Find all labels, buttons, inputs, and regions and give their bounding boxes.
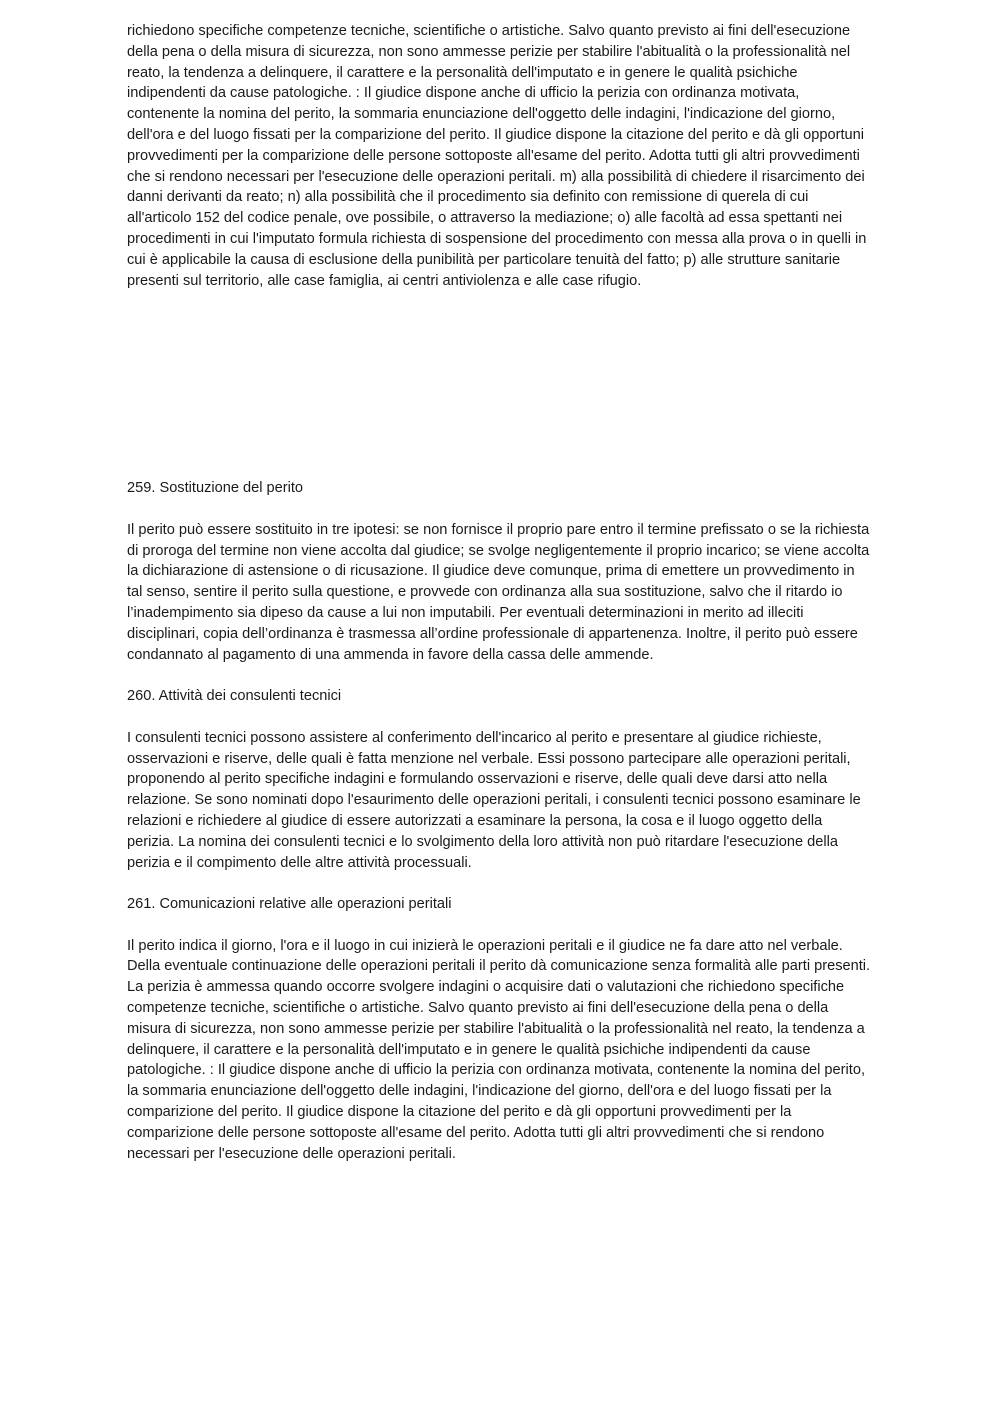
- section-heading-259: 259. Sostituzione del perito: [127, 480, 304, 497]
- section-body-259: Il perito può essere sostituito in tre ipotesi: se non fornisce il proprio pare entro il termine prefissato o se la richiesta di proroga del termine non viene accolta dal giudice; se svolge negligentemente il proprio incarico; se viene accolta la dichiarazione di astensione o di ricusazione. Il giudice deve comunque, prima di emettere un provvedimento in tal senso, sentire il perito sulla questione, e provvede con ordinanza alla sua sostituzione, salvo che il ritardo io l’inadempimento sia dipeso da cause a lui non imputabili. Per eventuali determinazioni in merito ad illeciti disciplinari, copia dell’ordinanza è trasmessa all’ordine professionale di appartenenza. Inoltre, il perito può essere condannato al pagamento di una ammenda in favore della cassa delle ammende.: [127, 521, 870, 663]
- document-page: [127, 21, 873, 1164]
- intro-paragraph: richiedono specifiche competenze tecniche, scientifiche o artistiche. Salvo quanto previsto ai fini dell'esecuzione della pena o della misura di sicurezza, non sono ammesse perizie per stabilire l'abitualità o la professionalità nel reato, la tendenza a delinquere, il carattere e la personalità dell'imputato e in genere le qualità psichiche indipendenti da cause patologiche. : Il giudice dispone anche di ufficio la perizia con ordinanza motivata, contenente la nomina del perito, la sommaria enunciazione dell'oggetto delle indagini, l'indicazione del giorno, dell'ora e del luogo fissati per la comparizione del perito. Il giudice dispone la citazione del perito e dà gli opportuni provvedimenti per la comparizione delle persone sottoposte all'esame del perito. Adotta tutti gli altri provvedimenti che si rendono necessari per l'esecuzione delle operazioni peritali. m) alla possibilità di chiedere il risarcimento dei danni derivanti da reato; n) alla possibilità che il procedimento sia definito con remissione di querela di cui all'articolo 152 del codice penale, ove possibile, o attraverso la mediazione; o) alle facoltà ad essa spettanti nei procedimenti in cui l'imputato formula richiesta di sospensione del procedimento con messa alla prova o in quelli in cui è applicabile la causa di esclusione della punibilità per particolare tenuità del fatto; p) alle strutture sanitarie presenti sul territorio, alle case famiglia, ai centri antiviolenza e alle case rifugio.: [127, 23, 867, 289]
- section-heading-260: 260. Attività dei consulenti tecnici: [127, 688, 342, 705]
- blank-spacer: [127, 312, 873, 478]
- section-body-260: I consulenti tecnici possono assistere al conferimento dell'incarico al perito e presentare al giudice richieste, osservazioni e riserve, delle quali è fatta menzione nel verbale. Essi possono partecipare alle operazioni peritali, proponendo al perito specifiche indagini e formulando osservazioni e riserve, delle quali deve darsi atto nella relazione. Se sono nominati dopo l'esaurimento delle operazioni peritali, i consulenti tecnici possono esaminare le relazioni e richiedere al giudice di essere autorizzati a esaminare la persona, la cosa e il luogo oggetto della perizia. La nomina dei consulenti tecnici e lo svolgimento della loro attività non può ritardare l'esecuzione della perizia e il compimento delle altre attività processuali.: [127, 729, 861, 871]
- section-heading-261: 261. Comunicazioni relative alle operazioni peritali: [127, 896, 452, 913]
- section-body-261: Il perito indica il giorno, l'ora e il luogo in cui inizierà le operazioni peritali e il giudice ne fa dare atto nel verbale. Della eventuale continuazione delle operazioni peritali il perito dà comunicazione senza formalità alle parti presenti. La perizia è ammessa quando occorre svolgere indagini o acquisire dati o valutazioni che richiedono specifiche competenze tecniche, scientifiche o artistiche. Salvo quanto previsto ai fini dell'esecuzione della pena o della misura di sicurezza, non sono ammesse perizie per stabilire l'abitualità o la professionalità nel reato, la tendenza a delinquere, il carattere e la personalità dell'imputato e in genere le qualità psichiche indipendenti da cause patologiche. : Il giudice dispone anche di ufficio la perizia con ordinanza motivata, contenente la nomina del perito, la sommaria enunciazione dell'oggetto delle indagini, l'indicazione del giorno, dell'ora e del luogo fissati per la comparizione del perito. Il giudice dispone la citazione del perito e dà gli opportuni provvedimenti per la comparizione delle persone sottoposte all'esame del perito. Adotta tutti gli altri provvedimenti che si rendono necessari per l'esecuzione delle operazioni peritali.: [127, 937, 871, 1162]
